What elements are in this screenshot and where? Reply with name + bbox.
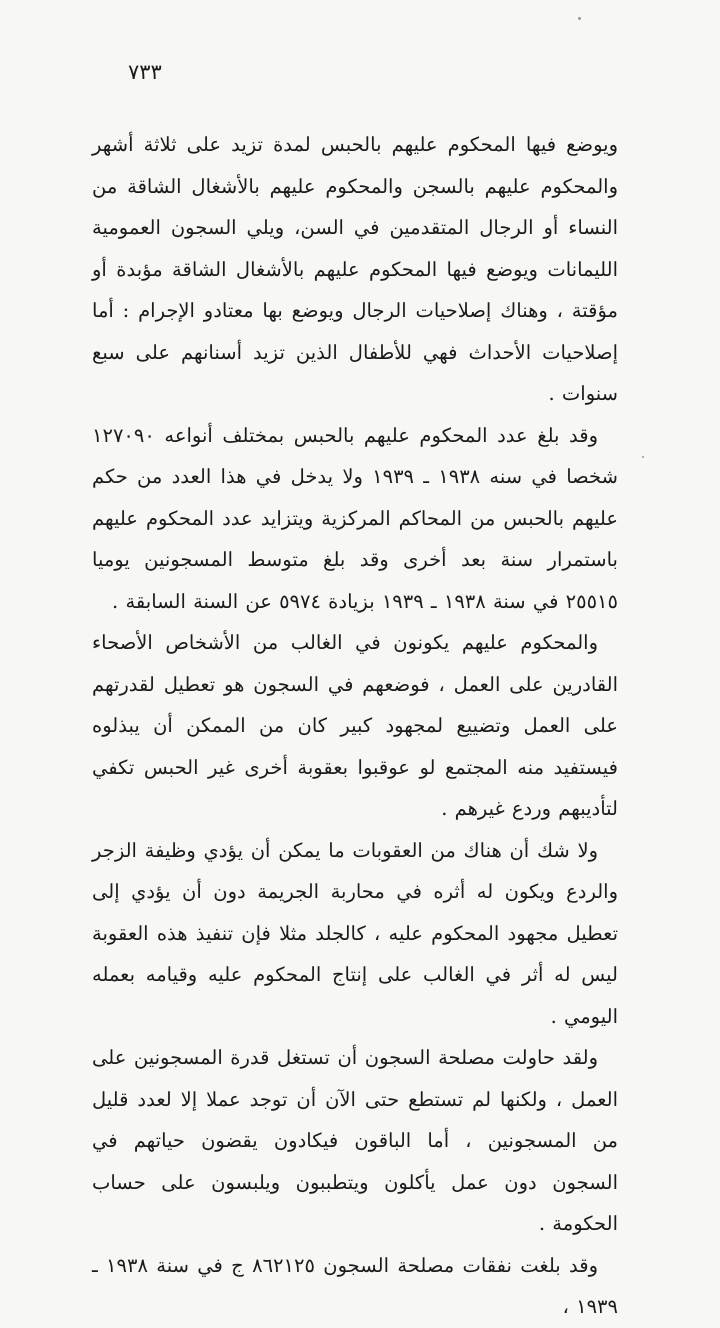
paragraph-prison-expenses: وقد بلغت نفقات مصلحة السجون ٨٦٢١٢٥ ج في سنة ١٩٣٨ ـ ١٩٣٩ ، (92, 1253, 618, 1318)
body-text (92, 124, 618, 1328)
page-number: ٧٣٣ (128, 60, 162, 84)
paragraph-prison-work: ولقد حاولت مصلحة السجون أن تستغل قدرة المسجونين على العمل ، ولكنها لم تستطع حتى الآن أن توجد عملا إلا لعدد قليل من المسجونين ، أما الباقون فيكادون يقضون حياتهم في السجون دون عمل يأكلون ويتطببون ويلبسون على حساب الحكومة . (92, 1046, 618, 1235)
scan-speck (642, 456, 644, 458)
paragraph-prisons-types: ويوضع فيها المحكوم عليهم بالحبس لمدة تزيد على ثلاثة أشهر والمحكوم عليهم بالسجن والمحكوم عليهم بالأشغال الشاقة من النساء أو الرجال المتقدمين في السن، ويلي السجون العمومية الليمانات ويوضع فيها المحكوم عليهم بالأشغال الشاقة مؤبدة أو مؤقتة ، وهناك إصلاحيات الرجال ويوضع بها معتادو الإجرام : أما إصلاحيات الأحداث فهي للأطفال الذين تزيد أسنانهم على سبع سنوات . (92, 133, 618, 405)
paragraph-labor-loss: والمحكوم عليهم يكونون في الغالب من الأشخاص الأصحاء القادرين على العمل ، فوضعهم في السجون هو تعطيل لقدرتهم على العمل وتضييع لمجهود كبير كان من الممكن أن يبذلوه فيستفيد منه المجتمع لو عوقبوا بعقوبة أخرى غير الحبس تكفي لتأديبهم وردع غيرهم . (92, 631, 618, 820)
paragraph-alternative-punishments: ولا شك أن هناك من العقوبات ما يمكن أن يؤدي وظيفة الزجر والردع ويكون له أثره في محاربة الجريمة دون أن يؤدي إلى تعطيل مجهود المحكوم عليه ، كالجلد مثلا فإن تنفيذ هذه العقوبة ليس له أثر في الغالب على إنتاج المحكوم عليه وقيامه بعمله اليومي . (92, 838, 618, 1028)
scan-speck (578, 17, 581, 20)
paragraph-prisoner-statistics: وقد بلغ عدد المحكوم عليهم بالحبس بمختلف أنواعه ١٢٧٠٩٠ شخصا في سنه ١٩٣٨ ـ ١٩٣٩ ولا يدخل في هذا العدد من حكم عليهم بالحبس من المحاكم المركزية ويتزايد عدد المحكوم عليهم باستمرار سنة بعد أخرى وقد بلغ متوسط المسجونين يوميا ٢٥٥١٥ في سنة ١٩٣٨ ـ ١٩٣٩ بزيادة ٥٩٧٤ عن السنة السابقة . (92, 423, 618, 613)
